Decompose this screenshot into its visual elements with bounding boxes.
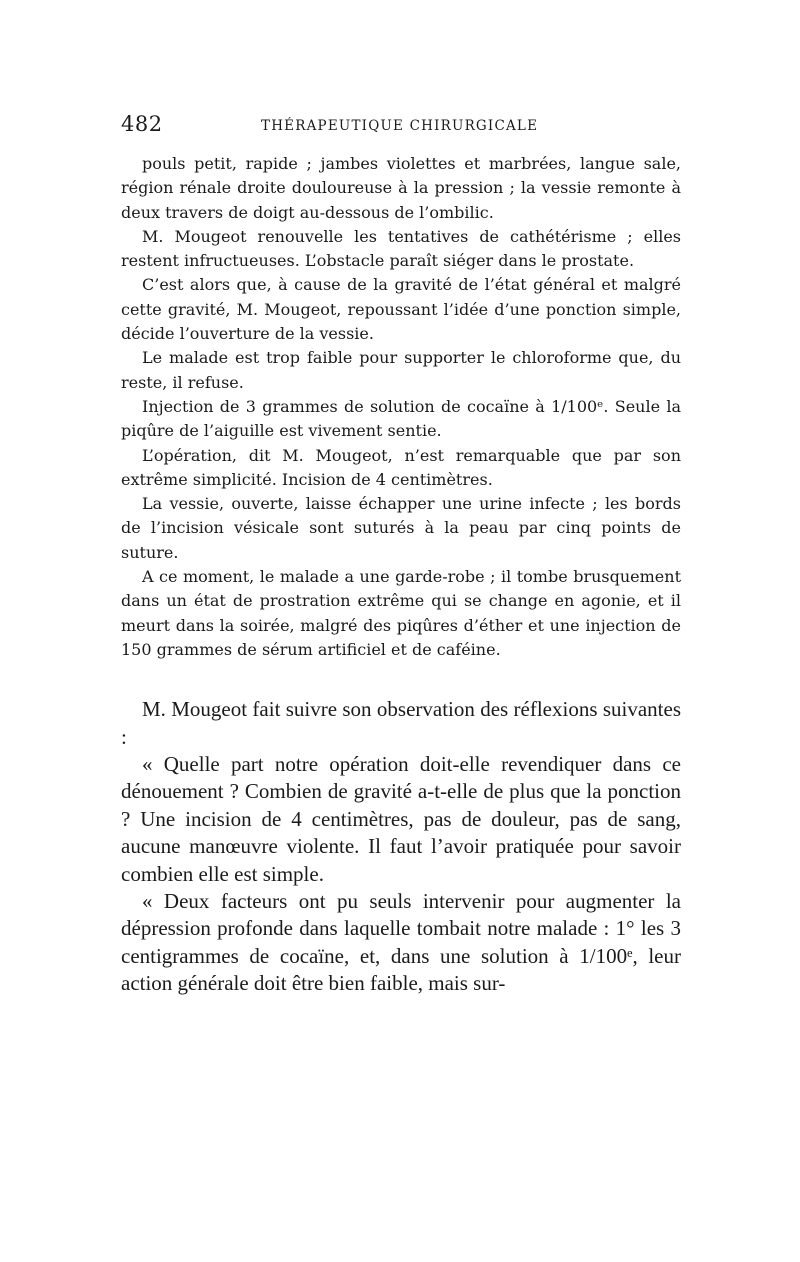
paragraph-anesthesia: Le malade est trop faible pour supporter le chloroforme que, du reste, il refuse. bbox=[121, 348, 681, 392]
running-head bbox=[121, 112, 681, 146]
reflections-section bbox=[121, 696, 681, 997]
paragraph-reflections-intro: M. Mougeot fait suivre son observation des réflexions suivantes : bbox=[121, 697, 681, 749]
paragraph-quote-second: « Deux facteurs ont pu seuls intervenir pour augmenter la dépression profonde dans laquelle tombait notre malade : 1° les 3 centigrammes de cocaïne, et, dans une solution à 1/100ᵉ, leur action générale doit être bien faible, mais sur- bbox=[121, 889, 681, 996]
paragraph-quote-first: « Quelle part notre opération doit-elle revendiquer dans ce dénouement ? Combien de gravité a-t-elle de plus que la ponction ? Une incision de 4 centimètres, pas de douleur, pas de sang, aucune manœuvre violente. Il faut l’avoir pratiquée pour savoir combien elle est simple. bbox=[121, 752, 681, 886]
paragraph-catheterism: M. Mougeot renouvelle les tentatives de cathétérisme ; elles restent infructueuses. L’obstacle paraît siéger dans le prostate. bbox=[121, 226, 681, 271]
paragraph-decision: C’est alors que, à cause de la gravité de l’état général et malgré cette gravité, M. Mougeot, repoussant l’idée d’une ponction simple, décide l’ouverture de la vessie. bbox=[121, 275, 681, 344]
paragraph-injection: Injection de 3 grammes de solution de cocaïne à 1/100ᵉ. Seule la piqûre de l’aiguille est vivement sentie. bbox=[121, 396, 681, 441]
paragraph-clinical-state: pouls petit, rapide ; jambes violettes et marbrées, langue sale, région rénale droite douloureuse à la pression ; la vessie remonte à deux travers de doigt au-dessous de l’ombilic. bbox=[121, 154, 681, 222]
running-title: THÉRAPEUTIQUE CHIRURGICALE bbox=[261, 118, 539, 134]
paragraph-outcome: A ce moment, le malade a une garde-robe ; il tombe brusquement dans un état de prostration extrême qui se change en agonie, et il meurt dans la soirée, malgré des piqûres d’éther et une injection de 150 grammes de sérum artificiel et de caféine. bbox=[121, 567, 681, 659]
paragraph-operation: L’opération, dit M. Mougeot, n’est remarquable que par son extrême simplicité. Incision de 4 centimètres. bbox=[121, 445, 681, 489]
case-report-section bbox=[121, 152, 681, 662]
paragraph-bladder: La vessie, ouverte, laisse échapper une urine infecte ; les bords de l’incision vésicale sont suturés à la peau par cinq points de suture. bbox=[121, 494, 681, 562]
book-page bbox=[121, 112, 681, 998]
page-number: 482 bbox=[121, 112, 163, 136]
